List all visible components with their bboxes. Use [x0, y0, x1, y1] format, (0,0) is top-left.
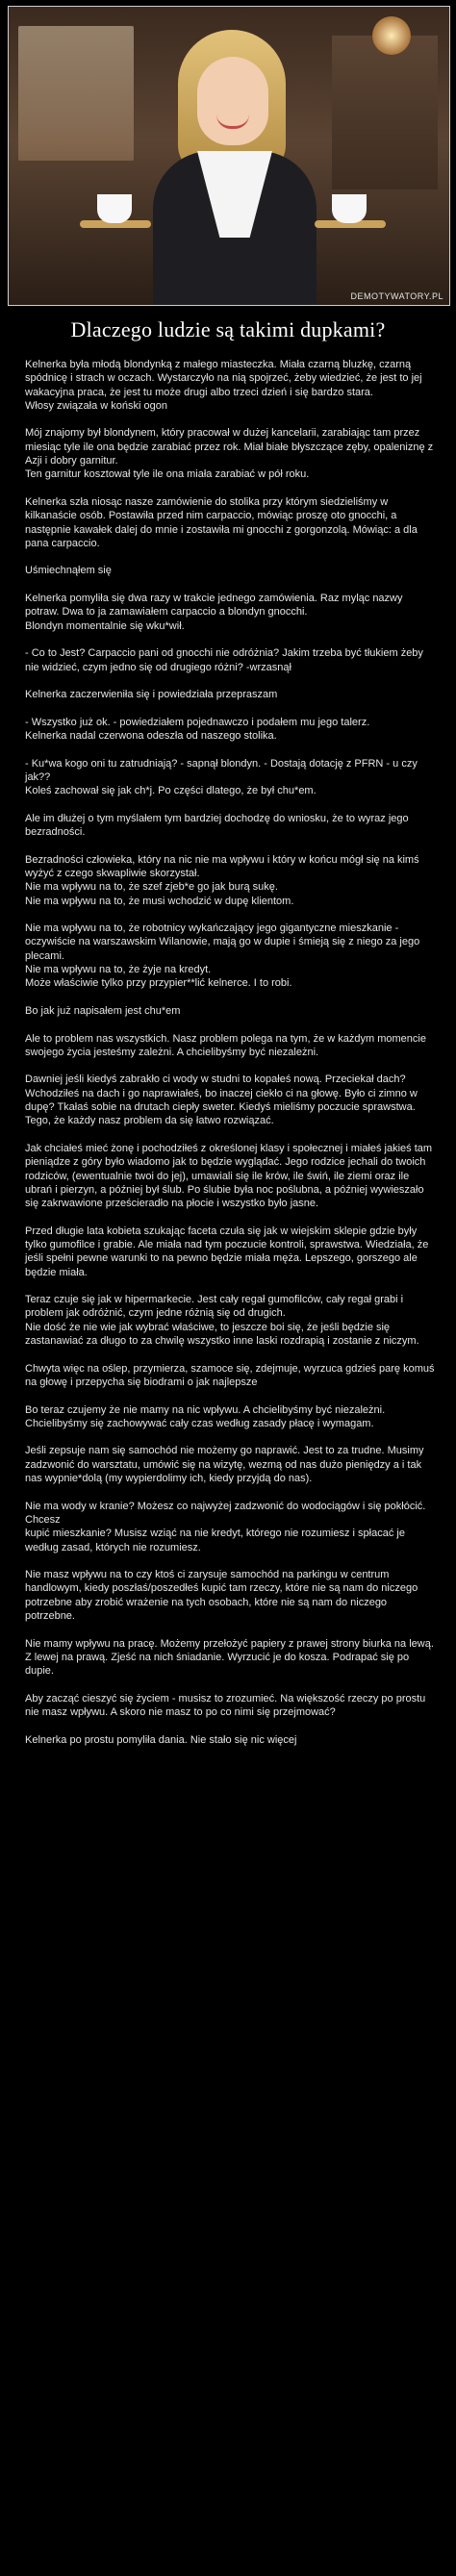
waitress-photo — [8, 6, 450, 306]
coffee-cup-left — [97, 194, 132, 223]
photo-background-lamp — [372, 16, 411, 55]
watermark: DEMOTYWATORY.PL — [350, 291, 443, 301]
article-body: Kelnerka była młodą blondynką z małego miasteczka. Miała czarną bluzkę, czarną spódnicę i strach w oczach. Wystarczyło na nią spojrzeć, żeby wiedzieć, że jest to jej wakacyjna praca, że jest tu może drugi albo trzeci dzień i się bardzo stara. Włosy związała w koński ogon Mój znajomy był blondynem, który pracował w dużej kancelarii, zarabiając tam przez miesiąc tyle ile ona będzie zarabiać przez rok. Miał białe błyszczące zęby, opaleniznę z Azji i dobry garnitur. Ten garnitur kosztował tyle ile ona miała zarabiać w pół roku. Kelnerka szła niosąc nasze zamówienie do stolika przy którym siedzieliśmy w kilkanaście osób. Postawiła przed nim carpaccio, mówiąc proszę oto gnocchi, a następnie kawałek dalej do mnie i zostawiła mi gnocchi z gorgonzolą. Mówiąc: a dla pana carpaccio. Uśmiechnąłem się Kelnerka pomyliła się dwa razy w trakcie jednego zamówienia. Raz myląc nazwy potraw. Dwa to ja zamawiałem carpaccio a blondyn gnocchi. Blondyn momentalnie się wku*wił. - Co to Jest? Carpaccio pani od gnocchi nie odróżnia? Jakim trzeba być tłukiem żeby nie widzieć, czym jedno się od drugiego różni? -wrzasnął Kelnerka zaczerwieniła się i powiedziała przepraszam - Wszystko już ok. - powiedziałem pojednawczo i podałem mu jego talerz. Kelnerka nadal czerwona odeszła od naszego stolika. - Ku*wa kogo oni tu zatrudniają? - sapnął blondyn. - Dostają dotację z PFRN - u czy jak?? Koleś zachował się jak ch*j. Po części dlatego, że był chu*em. Ale im dłużej o tym myślałem tym bardziej dochodzę do wniosku, że to wyraz jego bezradności. Bezradności człowieka, który na nic nie ma wpływu i który w końcu mógł się na kimś wyżyć z czego skwapliwie skorzystał. Nie ma wpływu na to, że szef zjeb*e go jak burą sukę. Nie ma wpływu na to, że musi wchodzić w dupę klientom. Nie ma wpływu na to, że robotnicy wykańczający jego gigantyczne mieszkanie - oczywiście na warszawskim Wilanowie, mają go w dupie i śmieją się z niego za jego plecami. Nie ma wpływu na to, że żyje na kredyt. Może właściwie tylko przy przypier**lić kelnerce. I to robi. Bo jak już napisałem jest chu*em Ale to problem nas wszystkich. Nasz problem polega na tym, że w każdym momencie swojego życia jesteśmy zależni. A chcielibyśmy być niezależni. Dawniej jeśli kiedyś zabrakło ci wody w studni to kopałeś nową. Przeciekał dach? Wchodziłeś na dach i go naprawiałeś, bo inaczej ciekło ci na głowę. Było ci zimno w dupę? Tkałaś sobie na drutach ciepły sweter. Kiedyś mieliśmy poczucie sprawstwa. Tego, że każdy nasz problem da się łatwo rozwiązać. Jak chciałeś mieć żonę i pochodziłeś z określonej klasy i społecznej i miałeś jakieś tam pieniądze z góry było wiadomo jak to będzie wyglądać. Jego rodzice jechali do twoich rodziców, (ewentualnie twoi do jej), umawiali się ile krów, ile świń, ile ziemi oraz ile ubrań i pierzyn, a później był ślub. Po ślubie była noc poślubna, a później wywieszało się zakrwawione prześcieradło na płocie i wszystko było jasne. Przed długie lata kobieta szukając faceta czuła się jak w wiejskim sklepie gdzie były tylko gumofilce i grabie. Ale miała nad tym poczucie kontroli, sprawstwa. Wiedziała, że jeśli spełni pewne warunki to na pewno będzie miała męża. Lepszego, gorszego ale będzie miała. Teraz czuje się jak w hipermarkecie. Jest cały regał gumofilców, cały regał grabi i problem jak odróżnić, czym jedne różnią się od drugich. Nie dość że nie wie jak wybrać właściwe, to jeszcze boi się, że jeśli będzie się zastanawiać za długo to za chwilę wszystko inne laski rozdrapią i zostanie z niczym. Chwyta więc na oślep, przymierza, szamoce się, zdejmuje, wyrzuca gdzieś parę komuś na głowę i przepycha się biodrami o jak najlepsze Bo teraz czujemy że nie mamy na nic wpływu. A chcielibyśmy być niezależni. Chcielibyśmy się zachowywać cały czas według zasady płacę i wymagam. Jeśli zepsuje nam się samochód nie możemy go naprawić. Jest to za trudne. Musimy zadzwonić do warsztatu, umówić się na wizytę, wezmą od nas dużo pieniędzy a i tak nas wypnie*dolą (my wypierdolimy ich, kiedy przyjdą do nas). Nie ma wody w kranie? Możesz co najwyżej zadzwonić do wodociągów i się pokłócić. Chcesz kupić mieszkanie? Musisz wziąć na nie kredyt, którego nie rozumiesz i spłacać je według zasad, których nie rozumiesz. Nie masz wpływu na to czy ktoś ci zarysuje samochód na parkingu w centrum handlowym, kiedy poszłaś/poszedłeś kupić tam rzeczy, które nie są nam do niczego potrzebne aby zrobić wrażenie na tych osobach, które nie są nam do niczego potrzebne. Nie mamy wpływu na pracę. Możemy przełożyć papiery z prawej strony biurka na lewą. Z lewej na prawą. Zjeść na nich śniadanie. Wyrzucić je do kosza. Podrapać się po dupie. Aby zacząć cieszyć się życiem - musisz to zrozumieć. Na większość rzeczy po prostu nie masz wpływu. A skoro nie masz to po co nimi się przejmować? Kelnerka po prostu pomyliła dania. Nie stało się nic więcej — [25, 359, 435, 1746]
page-title: Dlaczego ludzie są takimi dupkami? — [70, 317, 386, 341]
photo-background-shelf — [332, 36, 438, 189]
photo-background-window — [18, 26, 134, 161]
waitress-face — [197, 57, 268, 145]
coffee-cup-right — [332, 194, 367, 223]
